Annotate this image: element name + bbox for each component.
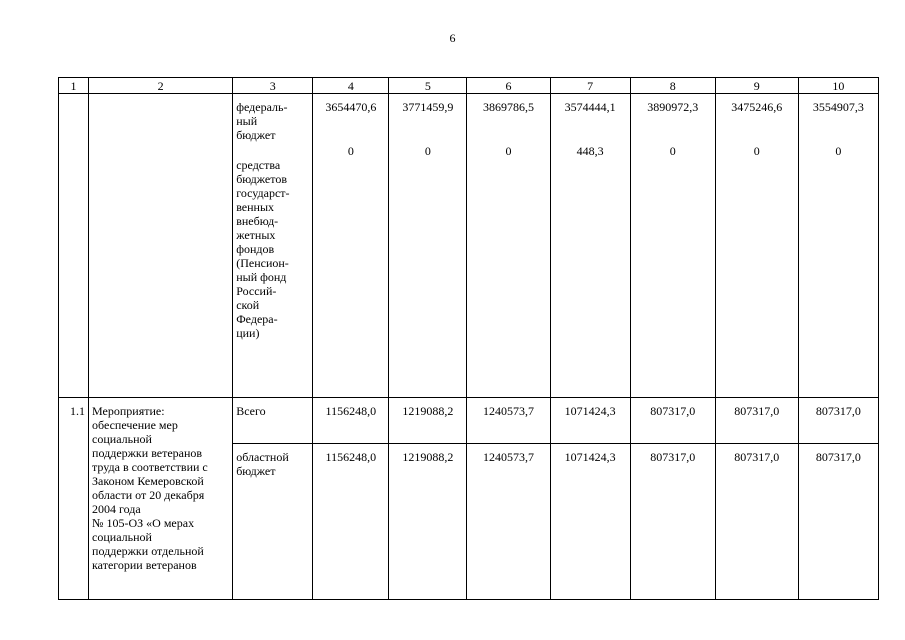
fund-value: 448,3 [576,144,604,158]
fund-value: 0 [835,144,842,158]
value-cell [798,94,878,398]
column-number: 5 [389,78,467,94]
row-index: 1.1 [59,398,89,600]
fund-value: 0 [669,144,676,158]
value-cell [550,94,630,398]
federal-value: 3554907,3 [812,100,864,114]
total-label: Всего [233,398,313,444]
fund-value: 0 [347,144,354,158]
value-cell [715,94,798,398]
column-number-row [59,78,879,94]
regional-value: 807317,0 [798,444,878,600]
regional-value: 1156248,0 [313,444,389,600]
column-number: 1 [59,78,89,94]
value-cell [389,94,467,398]
total-value: 1156248,0 [313,398,389,444]
column-number: 7 [550,78,630,94]
funding-source-cell [233,94,313,398]
budget-table [58,77,879,600]
federal-value: 3574444,1 [564,100,616,114]
source-federal: федераль- ный бюджет [236,100,288,142]
column-number: 2 [89,78,233,94]
value-cell [630,94,715,398]
regional-budget-label: областной бюджет [233,444,313,600]
value-cell [467,94,550,398]
fund-value: 0 [505,144,512,158]
regional-value: 807317,0 [715,444,798,600]
column-number: 3 [233,78,313,94]
total-value: 1219088,2 [389,398,467,444]
total-value: 807317,0 [798,398,878,444]
measure-description: Мероприятие: обеспечение мер социальной поддержки ветеранов труда в соответствии с Законом Кемеровской области от 20 декабря 2004 года № 105-ОЗ «О мерах социальной поддержки отдельной категории ветеранов [89,398,233,600]
federal-value: 3654470,6 [325,100,377,114]
value-cell [313,94,389,398]
regional-value: 807317,0 [630,444,715,600]
federal-value: 3890972,3 [647,100,699,114]
regional-value: 1240573,7 [467,444,550,600]
regional-value: 1219088,2 [389,444,467,600]
total-value: 807317,0 [630,398,715,444]
fund-value: 0 [424,144,431,158]
source-off-budget-funds: средства бюджетов государст- венных внебюд- жетных фондов (Пенсион- ный фонд Россий- ской Федера- ции) [236,158,290,340]
total-value: 807317,0 [715,398,798,444]
column-number: 8 [630,78,715,94]
empty-cell [59,94,89,398]
total-row [59,398,879,444]
fund-value: 0 [753,144,760,158]
empty-cell [89,94,233,398]
federal-value: 3869786,5 [483,100,535,114]
column-number: 10 [798,78,878,94]
column-number: 4 [313,78,389,94]
column-number: 6 [467,78,550,94]
funding-sources-row [59,94,879,398]
total-value: 1071424,3 [550,398,630,444]
federal-value: 3771459,9 [402,100,454,114]
total-value: 1240573,7 [467,398,550,444]
regional-value: 1071424,3 [550,444,630,600]
column-number: 9 [715,78,798,94]
page-number: 6 [449,31,456,45]
federal-value: 3475246,6 [731,100,783,114]
